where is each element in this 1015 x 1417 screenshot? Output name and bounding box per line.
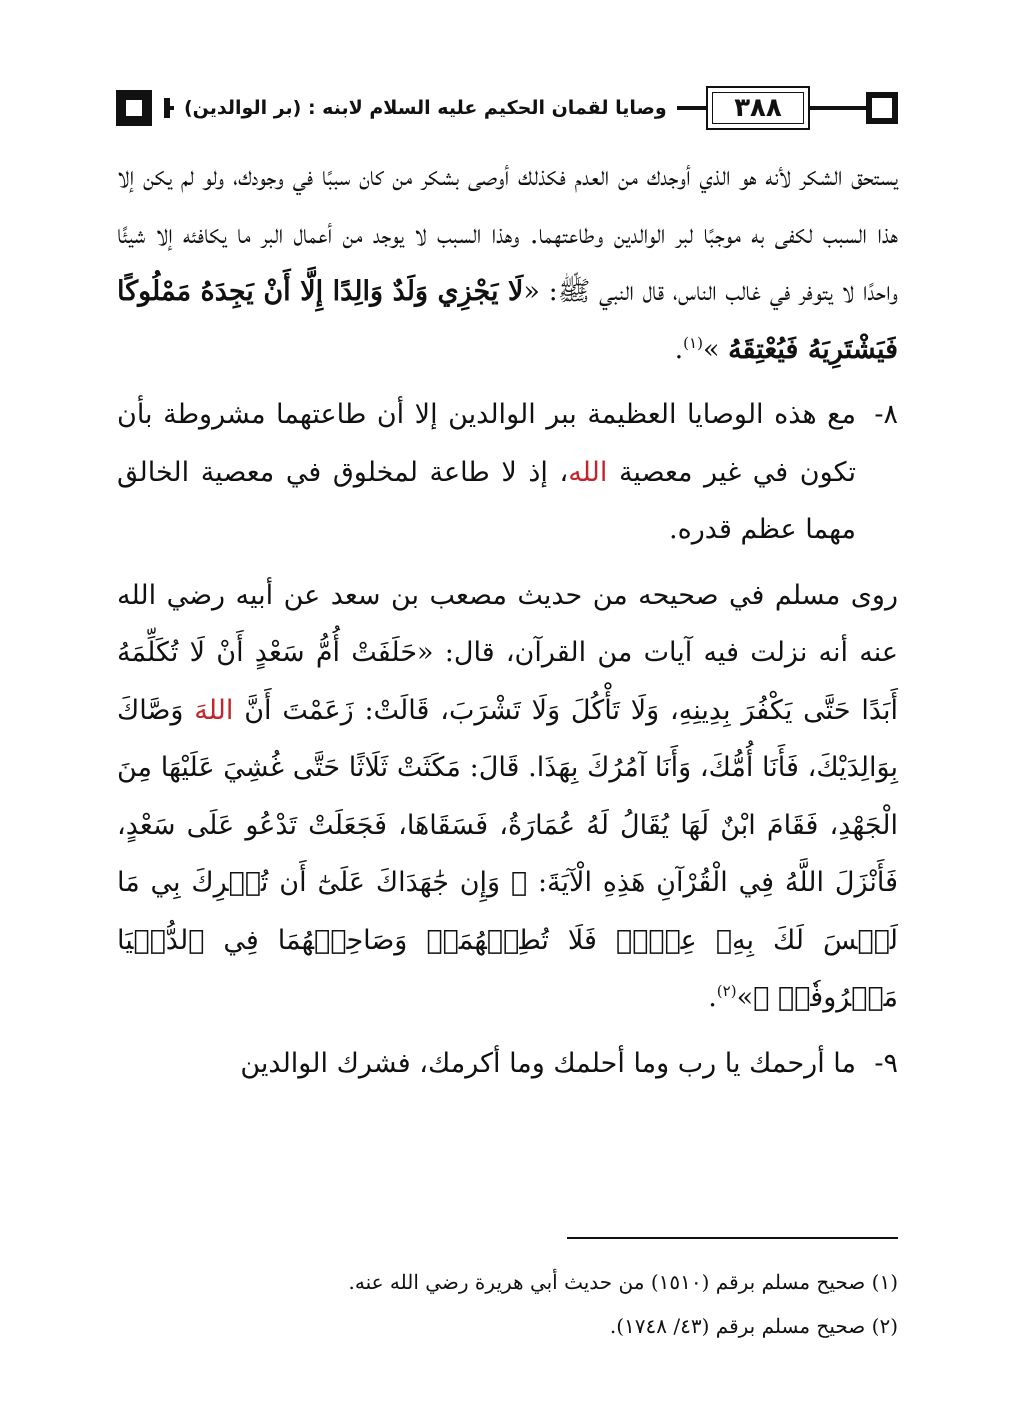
hadith-quote: لَا يَجْزِي وَلَدٌ وَالِدًا إِلَّا أَنْ يَجِدَهُ مَمْلُوكًا فَيَشْتَرِيَهُ فَيُعْتِقَهُ bbox=[117, 276, 898, 365]
item-text: ما أرحمك يا رب وما أحلمك وما أكرمك، فشرك الوالدين bbox=[240, 1047, 856, 1079]
item-text-part: مع هذه الوصايا العظيمة ببر الوالدين إلا أن طاعتهما مشروطة بأن تكون في غير معصية bbox=[117, 399, 856, 488]
list-item-9 bbox=[117, 1035, 898, 1093]
list-item-8 bbox=[117, 386, 898, 559]
divine-name: الله bbox=[568, 456, 608, 488]
paragraph-1 bbox=[117, 148, 898, 378]
page-number-frame bbox=[706, 86, 810, 130]
footnote-1: (١) صحيح مسلم برقم (١٥١٠) من حديث أبي هريرة رضي الله عنه. bbox=[348, 1270, 898, 1294]
header-right-square bbox=[866, 92, 898, 124]
footnote-2: (٢) صحيح مسلم برقم (٤٣/ ١٧٤٨). bbox=[609, 1314, 898, 1338]
item-number: ٨- bbox=[874, 399, 898, 430]
running-header bbox=[116, 86, 898, 130]
footnote-ref-2[interactable]: (٢) bbox=[716, 982, 737, 1000]
item-number: ٩- bbox=[874, 1047, 898, 1079]
item-text-part: ، إذ لا طاعة لمخلوق في معصية الخالق مهما عظم قدره. bbox=[117, 456, 856, 545]
divine-name: اللهَ bbox=[194, 694, 234, 726]
paragraph-2 bbox=[117, 567, 898, 1027]
footnote-separator bbox=[567, 1237, 898, 1239]
sentence-end: . bbox=[708, 982, 717, 1013]
footnotes bbox=[117, 1260, 898, 1348]
paragraph-text: يستحق الشكر لأنه هو الذي أوجدك من العدم فكذلك أوصى بشكر من كان سببًا في وجودك، ولو لم يكن إلا هذا السبب لكفى به موجبًا لبر الوالدين وطاعتهما. وهذا السبب لا يوجد من أعمال البر ما يكافئه إلا شيئًا واحدًا لا يتوفر في غالب الناس، قال النبي ﷺ: « bbox=[117, 161, 898, 307]
footnote-ref-1[interactable]: (١) bbox=[683, 333, 703, 352]
item-text bbox=[117, 386, 856, 559]
sentence-end: . bbox=[674, 333, 684, 365]
paragraph-text: روى مسلم في صحيحه من حديث مصعب بن سعد عن أبيه رضي الله عنه أنه نزلت فيه آيات من القرآن، قال: «حَلَفَتْ أُمُّ سَعْدٍ أَنْ لَا تُكَلِّمَهُ أَبَدًا حَتَّى يَكْفُرَ بِدِينِهِ، وَلَا تَأْكُلَ وَلَا تَشْرَبَ، قَالَتْ: زَعَمْتَ أَنَّ bbox=[117, 579, 899, 726]
header-left-square bbox=[116, 90, 152, 126]
header-bar bbox=[164, 98, 170, 118]
quote-close: » bbox=[702, 333, 729, 365]
page-number: ٣٨٨ bbox=[728, 93, 788, 123]
paragraph-text: وَصَّاكَ بِوَالِدَيْكَ، فَأَنَا أُمُّكَ، وَأَنَا آمُرُكَ بِهَذَا. قَالَ: مَكَثَتْ ثَلَاثًا حَتَّى غُشِيَ عَلَيْهَا مِنَ الْجَهْدِ، فَقَامَ ابْنٌ لَهَا يُقَالُ لَهُ عُمَارَةُ، فَسَقَاهَا، فَجَعَلَتْ تَدْعُو عَلَى سَعْدٍ، فَأَنْزَلَ اللَّهُ فِي الْقُرْآنِ هَذِهِ الْآيَةَ: ﴿ وَإِن جَٰهَدَاكَ عَلَىٰٓ أَن تُشۡرِكَ بِي مَا لَيۡسَ لَكَ بِهِۦ عِلۡمٞ فَلَا تُطِعۡهُمَاۖ وَصَاحِبۡهُمَا فِي ٱلدُّنۡيَا مَعۡرُوفٗاۖ ﴾» bbox=[117, 694, 898, 1013]
page-body bbox=[117, 148, 898, 1092]
running-title: وصايا لقمان الحكيم عليه السلام لابنه : (بر الوالدين) bbox=[174, 90, 677, 126]
